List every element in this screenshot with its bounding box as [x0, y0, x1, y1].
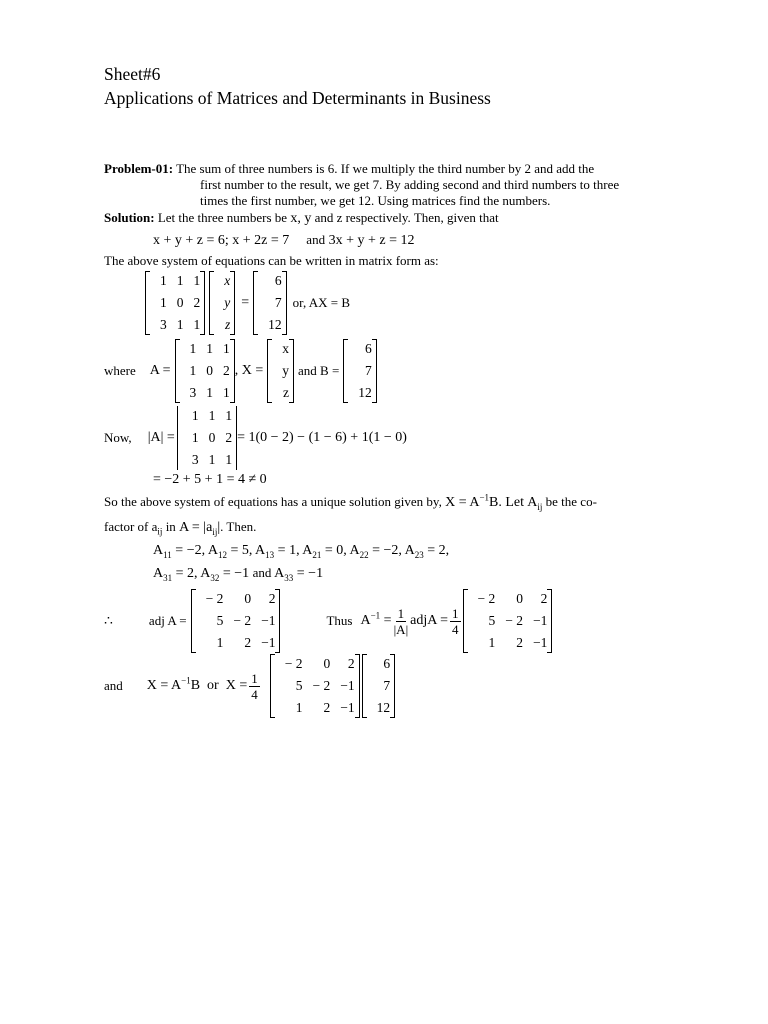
matrix-cell: −1 [261, 613, 276, 628]
matrix-cell: 1 [206, 385, 213, 400]
matrix-cell: −1 [340, 678, 355, 693]
matrix-cell: 1 [193, 273, 201, 288]
matrix-cell: 3 [189, 385, 197, 400]
matrix-b [343, 338, 377, 404]
problem-label: Problem-01: [104, 161, 174, 176]
matrix-cell: 1 [189, 363, 197, 378]
matrix-cell: −1 [340, 700, 355, 715]
matrix-cell: 2 [516, 635, 524, 650]
matrix-cell: − 2 [233, 613, 252, 628]
problem-text-3: times the first number, we get 12. Using matrices find the numbers. [200, 193, 551, 208]
solution-label: Solution: [104, 210, 155, 225]
inverse-matrix [463, 588, 553, 654]
matrix-cell: 1 [193, 317, 201, 332]
adjoint-matrix [191, 588, 281, 654]
final-solution: and $X = A^{-1}B$ or X = $\frac{1}{4}$ − 2 0 2 5 − 2 −1 1 2 −1 6 7 12 [104, 653, 395, 719]
sheet-number: Sheet#6 [104, 64, 161, 84]
matrix-cell: 2 [323, 700, 331, 715]
matrix-cell: 1 [176, 317, 184, 332]
solution-intro-text: Let the three numbers be [157, 210, 288, 225]
where-label: where [104, 363, 136, 378]
matrix-x [267, 338, 294, 404]
matrix-cell: 5 [295, 678, 303, 693]
matrix-cell: 5 [488, 613, 496, 628]
matrix-a [175, 338, 235, 404]
solution-vars: x, y [290, 211, 312, 226]
determinant-a [177, 405, 237, 471]
det-expansion: = 1(0 − 2) − (1 − 6) + 1(1 − 0) [237, 430, 407, 445]
matrix-cell: y [224, 295, 231, 310]
x-equals: , X = [234, 363, 264, 378]
matrix-cell: 6 [274, 273, 282, 288]
matrix-cell: 7 [274, 295, 282, 310]
matrix-cell: − 2 [312, 678, 331, 693]
a-equals: A = [149, 363, 171, 378]
one-over-four: $\frac{1}{4}$ [452, 605, 459, 637]
variable-matrix [209, 270, 235, 336]
matrix-cell: 1 [208, 452, 216, 467]
matrix-cell: 12 [268, 317, 282, 332]
matrix-cell: 1 [488, 635, 496, 650]
problem-text-2: first number to the result, we get 7. By adding second and third numbers to three [200, 177, 620, 192]
matrix-cell: 1 [191, 408, 199, 423]
unique-text: So the above system of equations has a unique solution given by, [104, 494, 442, 509]
matrix-cell: z [224, 317, 231, 332]
problem-line-1 [104, 161, 594, 177]
equation-and: and [306, 232, 326, 247]
matrix-cell: 0 [206, 363, 213, 378]
matrix-cell: 2 [268, 591, 276, 606]
matrix-cell: − 2 [477, 591, 496, 606]
one-over-det: $\frac{1}{|A|}$ [393, 605, 409, 637]
coefficient-matrix [145, 270, 205, 336]
det-result: = −2 + 5 + 1 = 4 ≠ 0 [153, 472, 267, 487]
matrix-cell: 2 [223, 363, 230, 378]
matrix-cell: −1 [261, 635, 276, 650]
matrix-cell: 1 [295, 700, 303, 715]
final-one-over-four: $\frac{1}{4}$ [251, 670, 258, 702]
matrix-cell: 7 [383, 678, 391, 693]
where-definitions [104, 338, 377, 404]
matrix-cell: 0 [208, 430, 216, 445]
matrix-cell: 1 [176, 273, 184, 288]
matrix-cell: 1 [206, 341, 213, 356]
matrix-cell: − 2 [284, 656, 303, 671]
adjoint-line: ∴ adj A = − 2 0 2 5 − 2 −1 1 2 −1 Thus $A^{-1}$ = $\frac{1}{|A|}$ adjA = $\frac{1}{4}$ − 2 0 2 5 − 2 −1 1 2 −1 [104, 588, 552, 654]
cofactor-line: factor of $a_{ij}$ in $A = |a_{ij}|$. Then. [104, 519, 257, 537]
matrix-cell: 5 [216, 613, 224, 628]
matrix-cell: 2 [244, 635, 252, 650]
unique-eq: X = A [445, 495, 480, 510]
matrix-cell: 0 [516, 591, 524, 606]
det-a-label: |A| = [147, 430, 175, 445]
matrix-cell: 1 [216, 635, 224, 650]
matrix-cell: 0 [323, 656, 331, 671]
therefore-symbol: ∴ [104, 613, 113, 629]
matrix-cell: −1 [533, 635, 548, 650]
matrix-cell: − 2 [505, 613, 524, 628]
unique-text-c: be the co- [545, 494, 597, 509]
matrix-cell: 2 [540, 591, 548, 606]
matrix-cell: 12 [358, 385, 372, 400]
matrix-cell: 2 [225, 430, 233, 445]
constant-matrix [253, 270, 287, 336]
matrix-cell: 1 [223, 341, 230, 356]
solution-intro [104, 210, 499, 227]
ax-equals-b: or, AX = B [292, 295, 351, 310]
matrix-cell: 7 [365, 363, 372, 378]
matrix-cell: 0 [176, 295, 184, 310]
matrix-cell: x [282, 341, 290, 356]
cofactor-text: factor of [104, 519, 149, 534]
matrix-cell: −1 [533, 613, 548, 628]
problem-text-1: The sum of three numbers is 6. If we multiply the third number by 2 and add the [176, 161, 595, 176]
matrix-cell: 3 [160, 317, 167, 332]
matrix-cell: 2 [347, 656, 355, 671]
cofactor-and: and [252, 565, 272, 580]
matrix-cell: 1 [225, 452, 233, 467]
matrix-cell: z [283, 385, 290, 400]
final-constant-matrix [362, 653, 396, 719]
cofactor-in: in [165, 519, 176, 534]
matrix-cell: 0 [244, 591, 252, 606]
matrix-cell: − 2 [205, 591, 224, 606]
determinant-line [104, 405, 407, 471]
matrix-cell: 6 [383, 656, 391, 671]
solution-intro-text-2: and z respectively. Then, given that [314, 210, 499, 225]
matrix-cell: 3 [191, 452, 199, 467]
matrix-form-text: The above system of equations can be written in matrix form as: [104, 253, 439, 268]
equation-2: 3x + y + z = 12 [328, 233, 415, 248]
page-title: Applications of Matrices and Determinants in Business [104, 88, 491, 108]
cofactors-line-1: $A_{11} = -2$, $A_{12} = 5$, $A_{13} = 1$, $A_{21} = 0$, $A_{22} = -2$, $A_{23} = 2$, [153, 543, 450, 560]
now-label: Now, [104, 430, 132, 445]
matrix-cell: 6 [365, 341, 372, 356]
matrix-cell: 12 [376, 700, 391, 715]
b-equals: and B = [298, 363, 340, 378]
final-and: and [104, 678, 123, 693]
matrix-cell: x [224, 273, 231, 288]
matrix-cell: 1 [225, 408, 233, 423]
matrix-cell: 1 [191, 430, 199, 445]
matrix-cell: y [282, 363, 290, 378]
thus-label: Thus [326, 613, 353, 628]
equation-1: x + y + z = 6; x + 2z = 7 [153, 233, 290, 248]
final-adjoint-matrix [270, 653, 360, 719]
matrix-cell: 1 [189, 341, 197, 356]
matrix-cell: 1 [160, 273, 167, 288]
cofactors-line-2: $A_{31} = 2$, $A_{32} = -1$ and $A_{33} = -1$ [153, 565, 324, 583]
unique-solution-line: So the above system of equations has a unique solution given by, $X = A^{-1}B$. Let $A_{ij}$ be the co- [104, 492, 597, 512]
cofactor-then: . Then. [220, 519, 257, 534]
adj-a-label: adj A = [148, 613, 187, 628]
matrix-cell: 1 [223, 385, 230, 400]
unique-text-b: B. Let [489, 495, 525, 510]
given-equations [153, 232, 414, 249]
matrix-equation: 1 1 1 1 0 2 3 1 1 x y z = 6 7 12 or, AX = B [145, 270, 350, 336]
matrix-cell: 1 [208, 408, 216, 423]
matrix-cell: 1 [160, 295, 167, 310]
matrix-cell: 2 [193, 295, 201, 310]
